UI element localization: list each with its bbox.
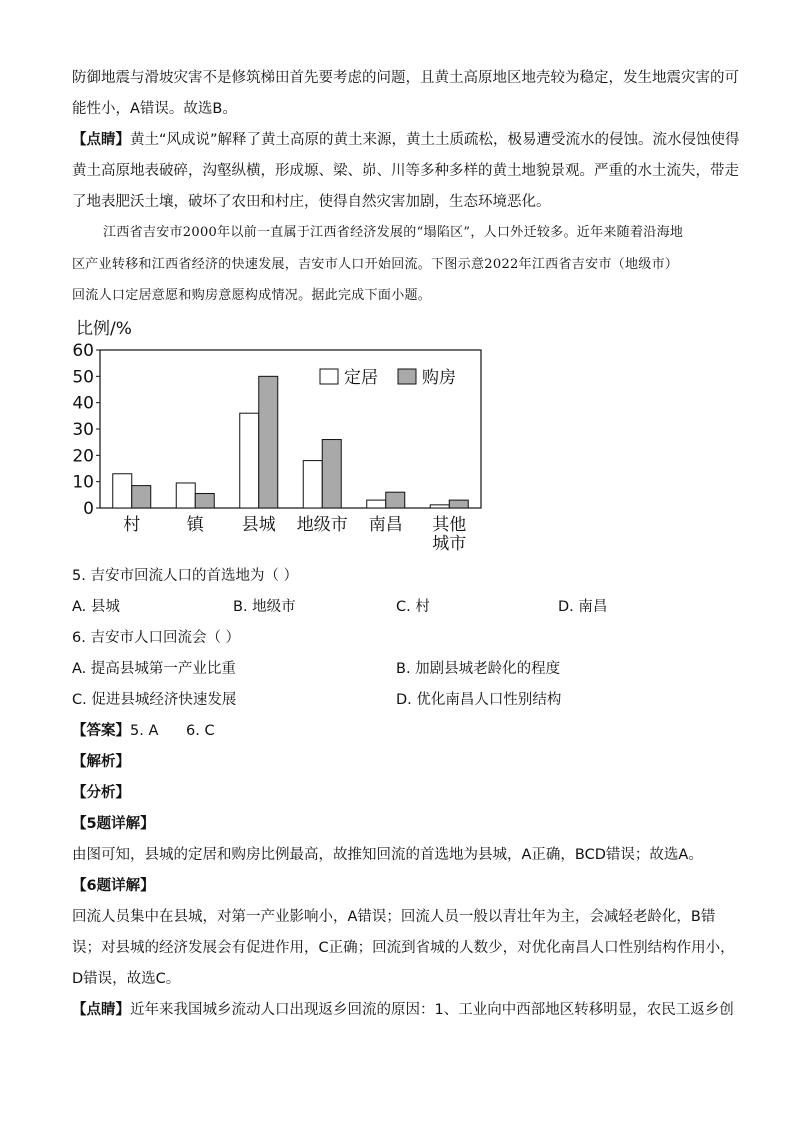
bar-settle bbox=[303, 461, 322, 508]
q5-option-a[interactable]: A. 县城 bbox=[72, 599, 120, 615]
paragraph-line: 防御地震与滑坡灾害不是修筑梯田首先要考虑的问题，且黄土高原地区地壳较为稳定，发生地震灾害的可 bbox=[72, 70, 739, 86]
y-tick-label: 10 bbox=[72, 472, 94, 493]
q6-detail-heading: 【6题详解】 bbox=[72, 878, 155, 894]
bar-purchase bbox=[195, 494, 214, 508]
x-tick-label: 南昌 bbox=[368, 515, 403, 535]
q5-detail-heading: 【5题详解】 bbox=[72, 816, 155, 832]
dianjing-tag: 【点睛】 bbox=[72, 1002, 130, 1018]
question-6-stem: 6. 吉安市人口回流会（ ） bbox=[72, 630, 241, 646]
y-tick-label: 20 bbox=[72, 446, 94, 467]
dianjing-paragraph bbox=[72, 1000, 734, 1020]
x-tick-label: 城市 bbox=[432, 534, 467, 554]
bar-purchase bbox=[449, 500, 468, 508]
paragraph-line: D错误，故选C。 bbox=[72, 971, 181, 987]
paragraph-line: 能性小，A错误。故选B。 bbox=[72, 101, 237, 117]
q6-option-a[interactable]: A. 提高县城第一产业比重 bbox=[72, 661, 236, 677]
bar-settle bbox=[176, 483, 195, 508]
y-tick-label: 40 bbox=[72, 393, 94, 414]
answer-line bbox=[72, 721, 215, 741]
paragraph-line: 由图可知，县城的定居和购房比例最高，故推知回流的首选地为县城，A正确，BCD错误；故选A。 bbox=[72, 847, 703, 863]
y-tick-label: 60 bbox=[72, 341, 94, 361]
bar-purchase bbox=[259, 376, 278, 508]
bar-settle bbox=[430, 505, 449, 508]
bars bbox=[113, 376, 469, 508]
q6-option-c[interactable]: C. 促进县城经济快速发展 bbox=[72, 692, 237, 708]
answer-text: 5. A 6. C bbox=[130, 723, 215, 739]
y-tick-label: 50 bbox=[72, 367, 94, 388]
bar-settle bbox=[367, 500, 386, 508]
bar-purchase bbox=[322, 440, 341, 508]
legend bbox=[320, 368, 456, 388]
dianjing-paragraph bbox=[72, 130, 740, 150]
legend-swatch bbox=[398, 369, 416, 384]
x-tick-label: 村 bbox=[123, 515, 141, 535]
legend-label: 购房 bbox=[422, 368, 456, 388]
q5-option-b[interactable]: B. 地级市 bbox=[233, 599, 296, 615]
q6-option-b[interactable]: B. 加剧县城老龄化的程度 bbox=[396, 661, 561, 677]
bar-chart bbox=[70, 316, 490, 558]
y-axis-label: 比例/% bbox=[76, 319, 132, 339]
legend-swatch bbox=[320, 369, 338, 384]
x-axis-labels bbox=[123, 514, 466, 554]
y-axis-ticks bbox=[72, 341, 100, 519]
legend-label: 定居 bbox=[344, 368, 378, 388]
q5-option-c[interactable]: C. 村 bbox=[396, 599, 430, 615]
x-tick-label: 其他 bbox=[432, 515, 467, 535]
x-tick-label: 县城 bbox=[241, 515, 276, 535]
paragraph-line: 黄土高原地表破碎，沟壑纵横，形成塬、梁、峁、川等多种多样的黄土地貌景观。严重的水土流失，带走 bbox=[72, 163, 739, 179]
bar-settle bbox=[113, 474, 132, 508]
jiexi-heading: 【解析】 bbox=[72, 754, 130, 770]
bar-purchase bbox=[132, 486, 151, 508]
paragraph-text: 近年来我国城乡流动人口出现返乡回流的原因：1、工业向中西部地区转移明显，农民工返乡创 bbox=[130, 1002, 734, 1018]
y-tick-label: 0 bbox=[83, 499, 94, 519]
bar-purchase bbox=[386, 492, 405, 508]
paragraph-line: 了地表肥沃土壤，破坏了农田和村庄，使得自然灾害加剧，生态环境恶化。 bbox=[72, 194, 551, 210]
y-tick-label: 30 bbox=[72, 420, 94, 440]
x-tick-label: 镇 bbox=[186, 515, 204, 535]
q6-option-d[interactable]: D. 优化南昌人口性别结构 bbox=[396, 692, 562, 708]
answer-tag: 【答案】 bbox=[72, 723, 130, 739]
dianjing-tag: 【点睛】 bbox=[72, 132, 130, 148]
question-5-stem: 5. 吉安市回流人口的首选地为（ ） bbox=[72, 568, 299, 584]
q5-option-d[interactable]: D. 南昌 bbox=[558, 599, 608, 615]
paragraph-text: 黄土“风成说”解释了黄土高原的黄土来源，黄土土质疏松，极易遭受流水的侵蚀。流水侵蚀使得 bbox=[130, 132, 740, 148]
intro-line: 回流人口定居意愿和购房意愿构成情况。据此完成下面小题。 bbox=[72, 288, 432, 303]
x-tick-label: 地级市 bbox=[296, 515, 348, 535]
bar-settle bbox=[240, 413, 259, 508]
intro-line: 区产业转移和江西省经济的快速发展，吉安市人口开始回流。下图示意2022年江西省吉安市（地级市） bbox=[72, 257, 679, 272]
paragraph-line: 误；对县城的经济发展会有促进作用，C正确；回流到省城的人数少，对优化南昌人口性别结构作用小， bbox=[72, 940, 735, 956]
intro-line: 江西省吉安市2000年以前一直属于江西省经济发展的“塌陷区”，人口外迁较多。近年来随着沿海地 bbox=[103, 225, 684, 240]
fenxi-heading: 【分析】 bbox=[72, 785, 130, 801]
paragraph-line: 回流人员集中在县城，对第一产业影响小，A错误；回流人员一般以青壮年为主，会减轻老龄化，B错 bbox=[72, 909, 716, 925]
